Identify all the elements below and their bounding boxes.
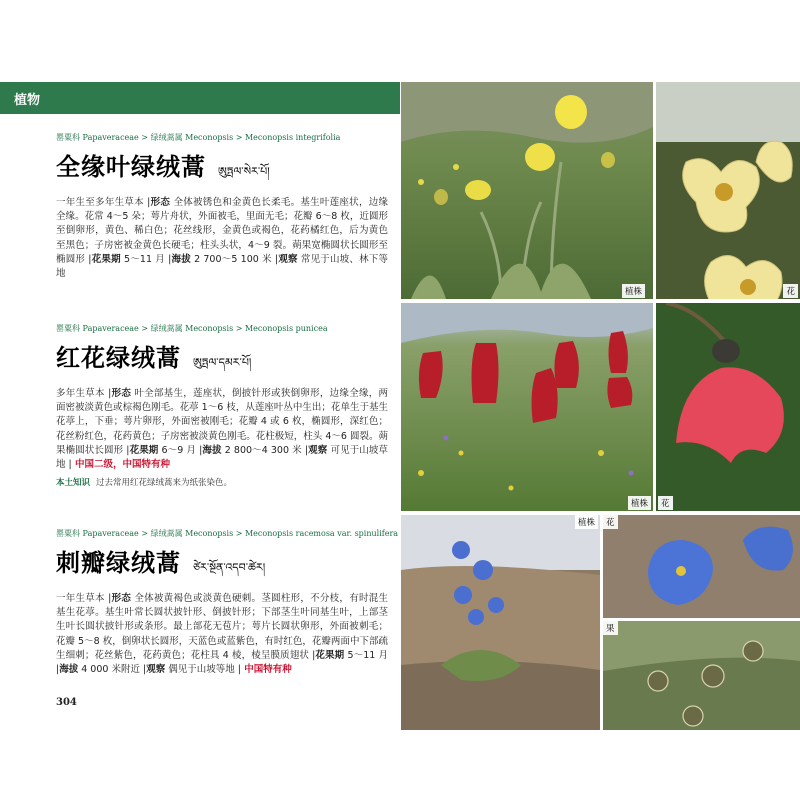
note-label: 本土知识 [56,478,91,489]
species-description: 一年生至多年生草本 |形态 全体被锈色和金黄色长柔毛。基生叶莲座状，边缘全缘。花常 4～5 朵；萼片舟状，外面被毛，里面无毛；花瓣 6～8 枚，近圆形至倒卵形，黄色、稀白色；花丝线形，金黄色或褐色，花药橘红色，后为黄色至黑色；子房密被金黄色长硬毛；柱头头状，4～9 裂。蒴果宽椭圆状长圆形至椭圆形 |花果期 5～11 月 |海拔 2 700～5 100 米 |观察 常见于山坡、林下等地 [56,197,388,280]
conservation-status: 中国特有种 [240,664,292,676]
caption-flower: 花 [603,515,618,529]
species-name: 红花绿绒蒿 [56,343,181,372]
caption-plant: 植株 [628,496,651,510]
section-title: 植物 [14,93,41,108]
note-text: 过去常用红花绿绒蒿来为纸张染色。 [96,478,233,489]
photo-red-poppy-plant [401,303,653,511]
species-description: 多年生草本 |形态 叶全部基生，莲座状，倒披针形或狭倒卵形，边缘全缘，两面密被淡黄色或棕褐色刚毛。花葶 1～6 枝，从莲座叶丛中生出；花单生于基生花葶上，下垂；萼片卵形，外面密被刚毛；花瓣 4 或 6 枚，椭圆形，深红色；花丝粉红色，花药黄色；子房密被淡黄色刚毛。花柱极短，柱头 4～6 圆裂。蒴果椭圆状长圆形 |花果期 6～9 月 |海拔 2 800～4 300 米 |观察 可见于山坡草地 | 中国二级，中国特有种 [56,388,388,471]
species-entry-1 [56,132,388,281]
taxonomy-line: 罂粟科 Papaveraceae > 绿绒蒿属 Meconopsis > Meconopsis integrifolia [56,133,341,142]
tibetan-name: ཙེར་སྔོན་འདབ་ཚེར། [193,561,266,574]
caption-flower: 花 [658,496,673,510]
tibetan-name: ཨུཏྤལ་སེར་པོ། [218,165,270,178]
section-header-bar [0,82,400,114]
photo-spiny-poppy-fruit [603,621,800,730]
photo-red-poppy-flower [656,303,800,511]
photo-yellow-poppy-plant [401,82,653,299]
species-entry-2 [56,323,388,488]
species-name: 全缘叶绿绒蒿 [56,152,206,181]
photo-yellow-poppy-flower [656,82,800,299]
page-number: 304 [56,697,77,708]
caption-plant: 植株 [622,284,645,298]
taxonomy-line: 罂粟科 Papaveraceae > 绿绒蒿属 Meconopsis > Meconopsis racemosa var. spinulifera [56,529,399,538]
taxonomy-line: 罂粟科 Papaveraceae > 绿绒蒿属 Meconopsis > Meconopsis punicea [56,324,328,333]
species-entry-3 [56,528,399,677]
caption-flower: 花 [783,284,798,298]
photo-spiny-poppy-flower [603,515,800,618]
species-description: 一年生草本 |形态 全体被黄褐色或淡黄色硬刺。茎圆柱形，不分枝，有时混生基生花葶。基生叶常长圆状披针形、倒披针形；下部茎生叶同基生叶，上部茎生叶长圆状披针形或条形。最上部花无苞片；萼片长圆状卵形，外面被刺毛；花瓣 5～8 枚，倒卵状长圆形，天蓝色或蓝紫色，有时红色，花瓣两面中下部疏生细刺；花丝紫色，花药黄色；花柱具 4 棱，棱呈膜质翅状 |花果期 5～11 月 |海拔 4 000 米附近 |观察 偶见于山坡等地 | 中国特有种 [56,593,388,676]
caption-fruit: 果 [603,621,618,635]
local-knowledge-note [56,476,388,488]
conservation-status: 中国二级，中国特有种 [71,459,171,471]
photo-spiny-poppy-plant [401,515,600,730]
species-name: 刺瓣绿绒蒿 [56,548,181,577]
tibetan-name: ཨུཏྤལ་དམར་པོ། [193,356,252,369]
caption-plant: 植株 [575,515,598,529]
